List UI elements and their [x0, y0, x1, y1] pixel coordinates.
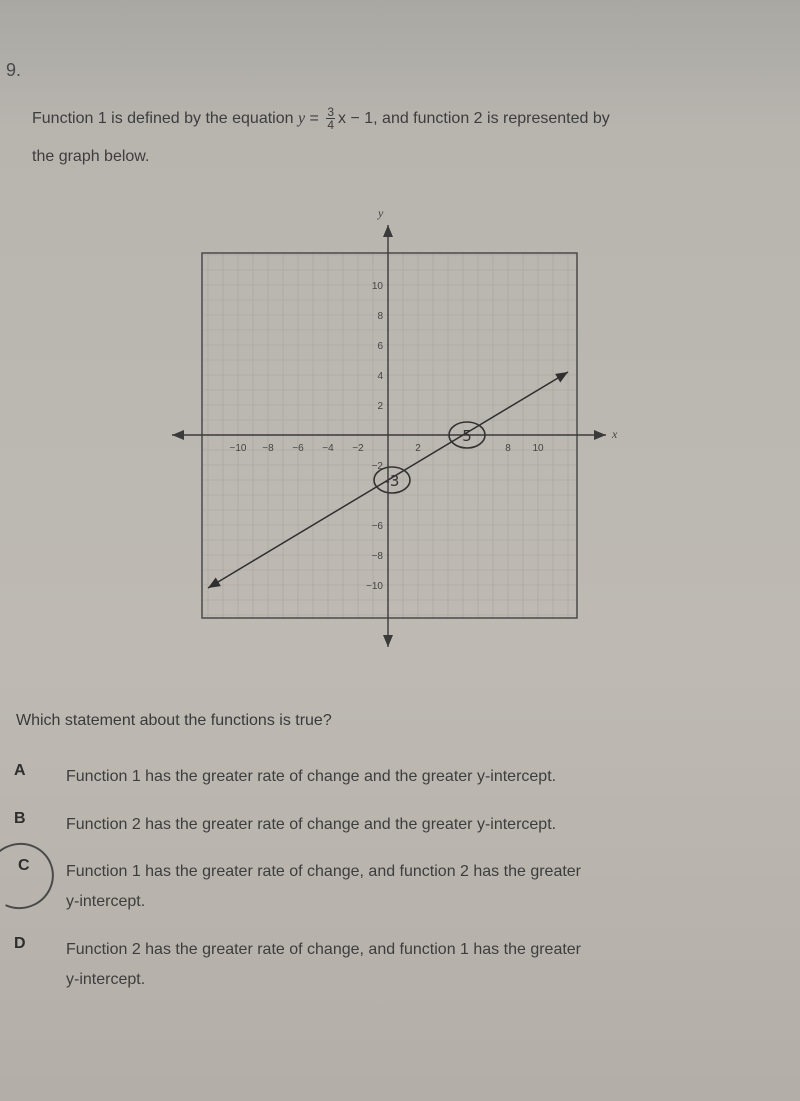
equation-fraction	[326, 106, 335, 131]
x-tick-label: −2	[352, 443, 364, 454]
question-prompt: Which statement about the functions is true?	[16, 712, 332, 729]
x-tick-label: 8	[505, 443, 511, 454]
x-tick-label: −8	[262, 443, 274, 454]
y-tick-label: −8	[371, 551, 383, 562]
choice-letter: D	[14, 935, 26, 952]
y-axis-arrow-down	[383, 635, 393, 647]
choice-text-line: y-intercept.	[66, 971, 146, 988]
choice-text-line: Function 1 has the greater rate of change and the greater y-intercept.	[66, 768, 557, 785]
y-tick-label: 2	[377, 401, 383, 412]
line-arrowhead-end	[555, 372, 568, 382]
y-axis-label: y	[378, 206, 384, 220]
tick-labels	[230, 281, 544, 592]
x-tick-label: 10	[532, 443, 544, 454]
y-tick-label: 10	[371, 281, 383, 292]
choice-letter: B	[14, 810, 26, 827]
choice-text	[66, 810, 800, 840]
line-arrowhead-start	[208, 578, 221, 588]
y-axis-arrow-up	[383, 225, 393, 237]
y-tick-label: 4	[377, 371, 383, 382]
annotations-group	[371, 422, 485, 493]
y-tick-label: 8	[377, 311, 383, 322]
coordinate-graph	[160, 195, 640, 665]
equation-y: y	[297, 110, 306, 127]
x-tick-label: 2	[415, 443, 421, 454]
handwritten-annotation: 5	[462, 427, 472, 445]
axes	[172, 225, 606, 647]
y-tick-label: −6	[371, 521, 383, 532]
choice-text-line: Function 1 has the greater rate of change, and function 2 has the greater	[66, 863, 582, 880]
y-tick-label: −2	[371, 461, 383, 472]
choice-text-line: Function 2 has the greater rate of change, and function 1 has the greater	[66, 941, 582, 958]
equation-equals: =	[309, 110, 319, 127]
handwritten-annotation: -3	[384, 472, 400, 490]
choice-text-line: y-intercept.	[66, 893, 146, 910]
choice-text	[66, 762, 800, 792]
choice-letter: A	[14, 762, 26, 779]
choice-text	[66, 857, 800, 917]
stem-line-1	[32, 100, 792, 138]
choice-letter: C	[18, 857, 30, 874]
fraction-denominator: 4	[327, 118, 335, 133]
stem-prefix: Function 1 is defined by the equation	[32, 110, 294, 127]
x-tick-label: −4	[322, 443, 334, 454]
y-tick-label: −10	[366, 581, 383, 592]
x-axis-arrow-right	[594, 430, 606, 440]
fraction-numerator: 3	[327, 105, 335, 120]
x-axis-arrow-left	[172, 430, 184, 440]
x-axis-label: x	[612, 427, 618, 441]
y-tick-label: 6	[377, 341, 383, 352]
equation-rest: x − 1, and function 2 is represented by	[338, 110, 610, 127]
x-tick-label: −6	[292, 443, 304, 454]
x-tick-label: −10	[229, 443, 247, 454]
question-number: 9.	[6, 60, 22, 80]
choice-text	[66, 935, 800, 995]
question-stem	[32, 100, 792, 176]
choice-text-line: Function 2 has the greater rate of change and the greater y-intercept.	[66, 816, 557, 833]
stem-line-2: the graph below.	[32, 148, 150, 165]
